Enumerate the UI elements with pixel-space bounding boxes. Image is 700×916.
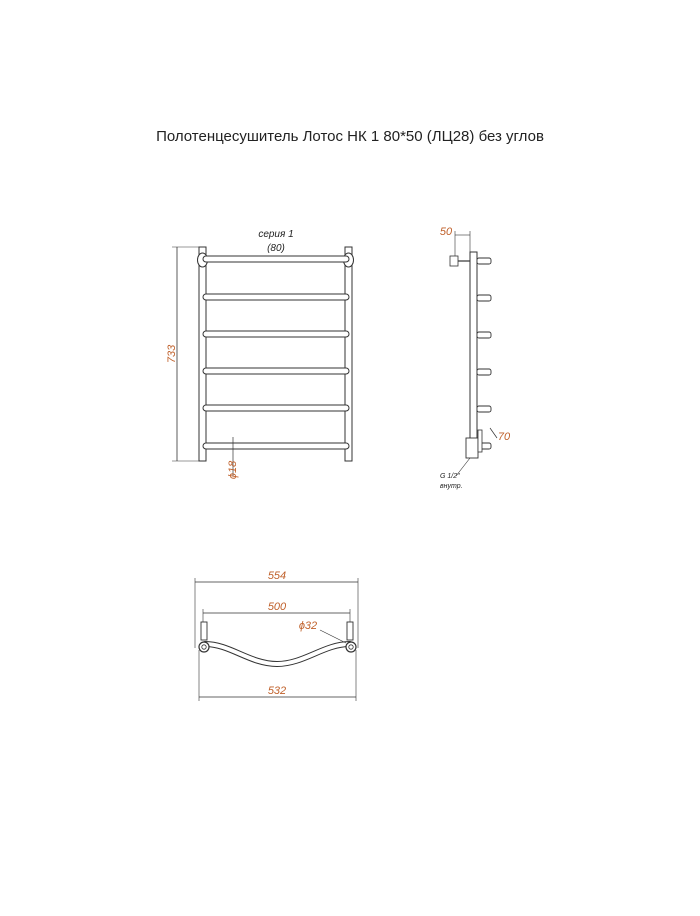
- top-view: [195, 570, 358, 701]
- side-upright: [470, 252, 477, 456]
- right-tube-section: [346, 642, 356, 652]
- rung-2: [203, 294, 349, 300]
- left-upright: [199, 247, 206, 461]
- side-rung-stubs: [477, 258, 491, 449]
- series-label: серия 1: [258, 229, 294, 240]
- thread-label: G 1/2": [440, 473, 460, 480]
- thread-note: внутр.: [440, 483, 463, 490]
- center-width-label: 500: [267, 601, 287, 613]
- rung-5: [203, 405, 349, 411]
- rung-6: [203, 443, 349, 449]
- rung-3: [203, 331, 349, 337]
- rung-1: [203, 256, 349, 262]
- front-view: [166, 229, 354, 479]
- rung-4: [203, 368, 349, 374]
- connection-dimension-label: 70: [497, 431, 511, 443]
- side-view: [440, 226, 511, 490]
- tube-diameter-label: ϕ32: [298, 620, 318, 632]
- left-tube-section: [199, 642, 209, 652]
- mount-width-label: 532: [267, 685, 287, 697]
- pipe-diameter-label: ϕ18: [227, 460, 239, 480]
- drawing-title: Полотенцесушитель Лотос НК 1 80*50 (ЛЦ28) без углов: [156, 128, 544, 145]
- rungs: [203, 256, 349, 449]
- height-dimension-label: 733: [166, 344, 178, 364]
- overall-width-label: 554: [267, 570, 287, 582]
- depth-dimension-label: 50: [439, 226, 453, 238]
- right-upright: [345, 247, 352, 461]
- series-code: (80): [267, 243, 285, 254]
